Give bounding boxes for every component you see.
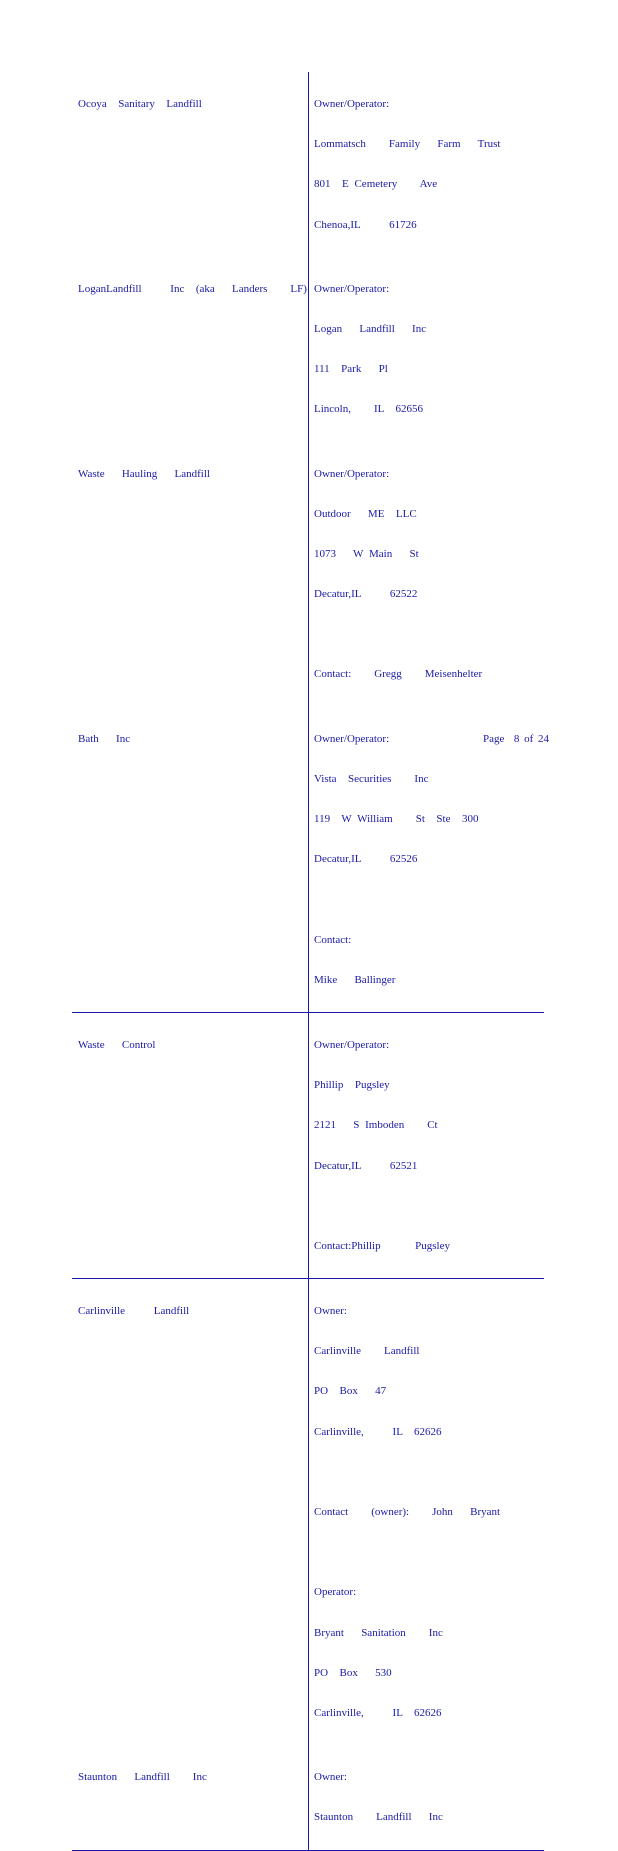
owner-info-line: Owner/Operator: [314, 467, 390, 480]
facility-name-cell [72, 707, 309, 1012]
owner-info-line: 801 E Cemetery Ave [314, 178, 438, 191]
owner-info-line [314, 1198, 544, 1214]
owner-info-line: Mike Ballinger [314, 973, 396, 986]
facility-name: Waste Hauling Landfill [78, 467, 210, 480]
owner-info-line: 2121 S Imboden Ct [314, 1119, 438, 1132]
facility-name: Bath Inc [78, 732, 131, 745]
table-row [72, 257, 544, 442]
owner-info-line: Owner/Operator: [314, 98, 390, 110]
owner-info-line: Logan Landfill Inc [314, 322, 427, 335]
facility-name-cell [72, 257, 309, 442]
owner-info-line: Owner: [314, 1305, 347, 1318]
owner-info-line [314, 626, 544, 642]
owner-info-line [314, 891, 544, 907]
owner-info-line: Lommatsch Family Farm Trust [314, 138, 501, 151]
owner-info-line: Bryant Sanitation Inc [314, 1626, 443, 1639]
table-row [72, 707, 544, 1012]
owner-info-line: Outdoor ME LLC [314, 507, 417, 520]
owner-info-line: Owner/Operator: [314, 282, 390, 295]
owner-info-line: Carlinville, IL 62626 [314, 1706, 442, 1719]
owner-info-line: Carlinville Landfill [314, 1345, 420, 1358]
facility-name-cell [72, 1279, 309, 1745]
owner-info-line: Operator: [314, 1586, 357, 1599]
facility-name: Staunton Landfill Inc [78, 1771, 207, 1784]
owner-info-cell [309, 72, 544, 257]
owner-info-line: Owner/Operator: [314, 732, 390, 745]
owner-info-line [314, 1464, 544, 1480]
owner-info-cell [309, 257, 544, 442]
facility-name-cell [72, 1745, 309, 1849]
facility-name: Carlinville Landfill [78, 1305, 190, 1318]
table-row-group [72, 72, 544, 1013]
table-row-group [72, 1279, 544, 1850]
table-row [72, 1745, 544, 1849]
owner-info-line: Staunton Landfill Inc [314, 1811, 443, 1824]
owner-info-cell [309, 1745, 544, 1849]
owner-info-line: Carlinville, IL 62626 [314, 1425, 442, 1438]
owner-info-line: 1073 W Main St [314, 547, 419, 560]
owner-info-cell [309, 442, 544, 707]
owner-info-line: Phillip Pugsley [314, 1079, 390, 1092]
table-row [72, 1279, 544, 1745]
owner-info-line: Decatur,IL 62522 [314, 588, 418, 601]
facility-name-cell [72, 1013, 309, 1278]
table-row [72, 442, 544, 707]
facility-table [72, 72, 544, 1851]
facility-name: Ocoya Sanitary Landfill [78, 98, 202, 110]
owner-info-line: Lincoln, IL 62656 [314, 403, 423, 416]
owner-info-line: Decatur,IL 62526 [314, 853, 418, 866]
owner-info-line: PO Box 47 [314, 1385, 387, 1398]
owner-info-line: Contact (owner): John Bryant [314, 1506, 501, 1518]
owner-info-cell [309, 1013, 544, 1278]
owner-info-line: 111 Park Pl [314, 363, 388, 376]
owner-info-line: 119 W William St Ste 300 [314, 813, 479, 825]
owner-info-line: Contact:Phillip Pugsley [314, 1239, 450, 1252]
page-number: Page 8 of 24 [483, 733, 550, 745]
owner-info-line: Contact: [314, 933, 352, 946]
facility-name: Waste Control [78, 1038, 156, 1051]
owner-info-cell [309, 1279, 544, 1745]
owner-info-line: Vista Securities Inc [314, 772, 429, 785]
owner-info-line: Contact: Gregg Meisenhelter [314, 668, 483, 681]
table-row [72, 1013, 544, 1278]
table-row-group [72, 1013, 544, 1279]
facility-name: LoganLandfill Inc (aka Landers LF) [78, 282, 307, 295]
facility-name-cell [72, 442, 309, 707]
owner-info-line: Owner: [314, 1771, 347, 1784]
owner-info-line: Decatur,IL 62521 [314, 1159, 418, 1172]
owner-info-line: Chenoa,IL 61726 [314, 218, 417, 231]
owner-info-line: PO Box 530 [314, 1666, 392, 1679]
facility-name-cell [72, 72, 309, 257]
owner-info-line [314, 1544, 544, 1560]
owner-info-line: Owner/Operator: [314, 1038, 390, 1051]
table-row [72, 72, 544, 257]
owner-info-cell [309, 707, 544, 1012]
